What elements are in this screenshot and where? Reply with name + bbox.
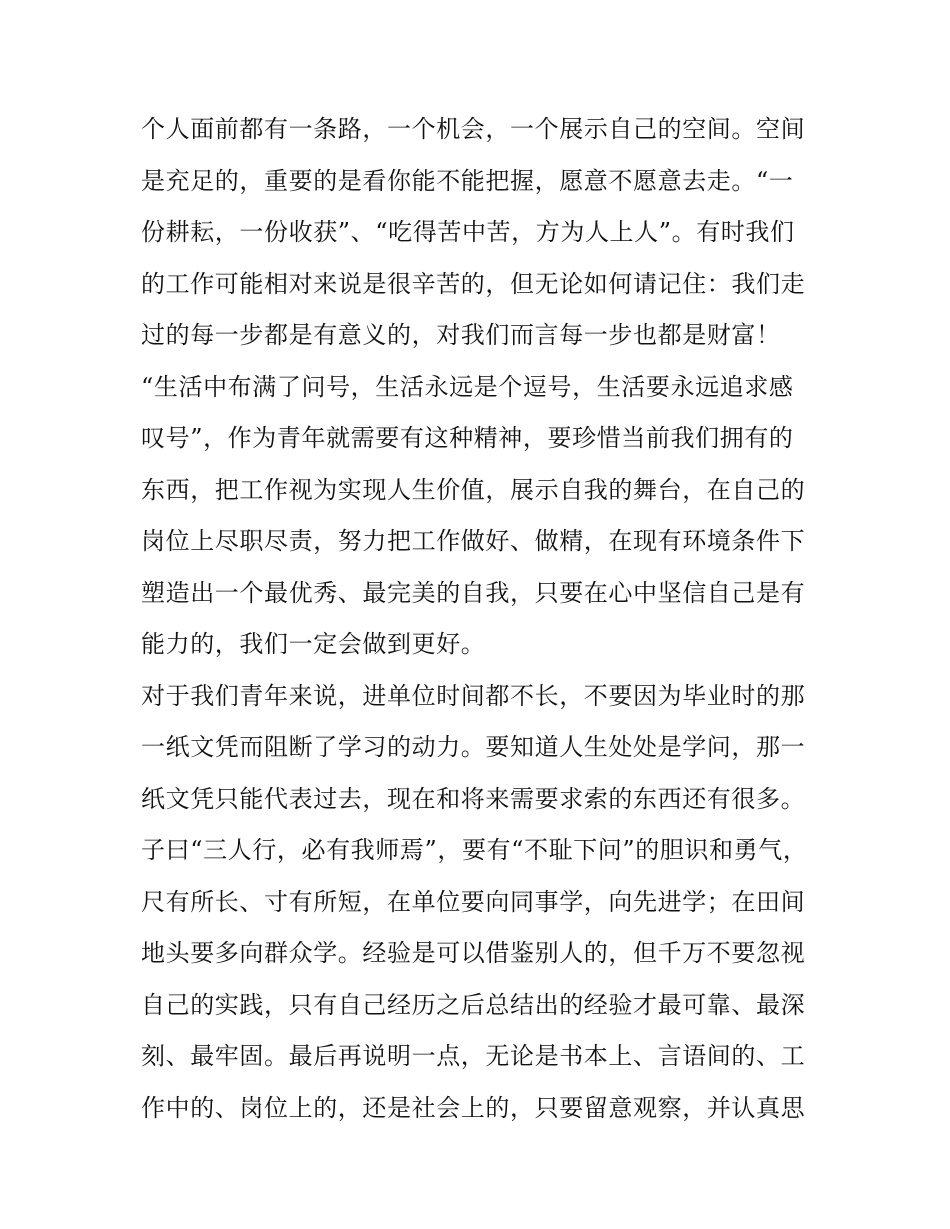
text-line: 自己的实践，只有自己经历之后总结出的经验才最可靠、最深 [141,990,806,1019]
text-line: 的工作可能相对来说是很辛苦的，但无论如何请记住：我们走 [141,269,806,298]
text-line: 是充足的，重要的是看你能不能把握，愿意不愿意去走。“一 [141,166,794,195]
text-line: 过的每一步都是有意义的，对我们而言每一步也都是财富！ [141,321,781,349]
text-line: 份耕耘，一份收获”、“吃得苦中苦，方为人上人”。有时我们 [141,218,795,246]
text-line: 塑造出一个最优秀、最完美的自我，只要在心中坚信自己是有 [141,578,806,607]
text-line: 东西，把工作视为实现人生价值，展示自我的舞台，在自己的 [141,475,806,504]
text-line: 刻、最牢固。最后再说明一点，无论是书本上、言语间的、工 [141,1042,806,1070]
text-line: 对于我们青年来说，进单位时间都不长，不要因为毕业时的那 [141,681,806,710]
text-line: 个人面前都有一条路，一个机会，一个展示自己的空间。空间 [141,115,806,143]
text-line: 纸文凭只能代表过去，现在和将来需要求索的东西还有很多。 [141,784,806,813]
text-line: 岗位上尽职尽责，努力把工作做好、做精，在现有环境条件下 [141,527,806,555]
text-line: “生活中布满了问号，生活永远是个逗号，生活要永远追求感 [141,372,794,401]
text-line: 作中的、岗位上的，还是社会上的，只要留意观察，并认真思 [141,1093,806,1122]
text-line: 地头要多向群众学。经验是可以借鉴别人的，但千万不要忽视 [141,939,806,967]
body-text [141,104,831,1134]
text-line: 子曰“三人行，必有我师焉”，要有“不耻下问”的胆识和勇气， [141,836,808,864]
text-line: 叹号”，作为青年就需要有这种精神，要珍惜当前我们拥有的 [141,424,794,452]
text-line: 尺有所长、寸有所短，在单位要向同事学，向先进学；在田间 [141,887,806,916]
text-line: 能力的，我们一定会做到更好。 [141,630,486,658]
text-line: 一纸文凭而阻断了学习的动力。要知道人生处处是学问，那一 [141,733,806,761]
